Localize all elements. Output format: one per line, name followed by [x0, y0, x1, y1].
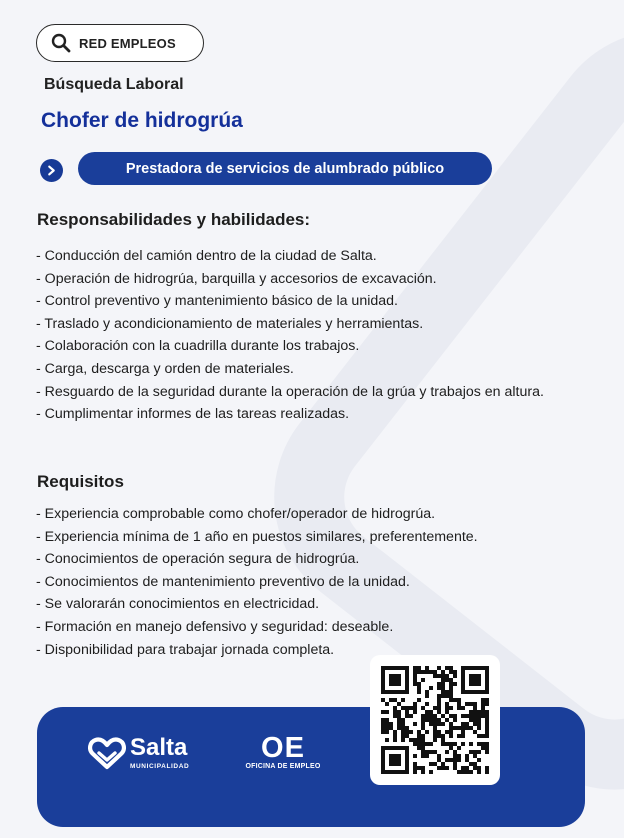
list-item: - Disponibilidad para trabajar jornada completa. [36, 641, 335, 658]
qr-code[interactable] [370, 655, 500, 785]
company-banner: Prestadora de servicios de alumbrado público [78, 152, 492, 185]
list-item: - Colaboración con la cuadrilla durante los trabajos. [36, 338, 360, 355]
oe-logo-name: OE [261, 732, 305, 764]
list-item: - Conocimientos de mantenimiento preventivo de la unidad. [36, 573, 410, 590]
list-item: - Conducción del camión dentro de la ciudad de Salta. [36, 248, 377, 264]
pill-label: RED EMPLEOS [79, 35, 176, 51]
list-item: - Experiencia mínima de 1 año en puestos similares, preferentemente. [36, 528, 478, 545]
salta-logo [88, 736, 189, 770]
chevron-right-icon [40, 159, 63, 182]
page-subtitle: Búsqueda Laboral [44, 76, 184, 93]
requirements-heading: Requisitos [37, 472, 124, 491]
qr-code-image [381, 666, 489, 774]
list-item: - Carga, descarga y orden de materiales. [36, 360, 294, 377]
red-empleos-pill[interactable] [36, 24, 204, 62]
list-item: - Control preventivo y mantenimiento básico de la unidad. [36, 293, 398, 310]
oe-logo-sub: OFICINA DE EMPLEO [245, 763, 321, 770]
requirements-list [36, 503, 596, 661]
search-icon [51, 33, 71, 53]
salta-logo-sub: MUNICIPALIDAD [130, 763, 190, 770]
responsibilities-heading: Responsabilidades y habilidades: [37, 210, 311, 229]
list-item: - Experiencia comprobable como chofer/operador de hidrogrúa. [36, 506, 436, 522]
job-title: Chofer de hidrogrúa [41, 109, 243, 132]
responsibilities-list [36, 245, 566, 426]
list-item: - Se valorarán conocimientos en electricidad. [36, 596, 320, 613]
list-item: - Resguardo de la seguridad durante la operación de la grúa y trabajos en altura. [36, 383, 544, 400]
oe-logo [236, 733, 330, 770]
list-item: - Conocimientos de operación segura de hidrogrúa. [36, 551, 360, 568]
salta-logo-name: Salta [130, 734, 188, 761]
list-item: - Cumplimentar informes de las tareas realizadas. [36, 406, 350, 423]
heart-logo-icon [88, 736, 126, 770]
list-item: - Operación de hidrogrúa, barquilla y accesorios de excavación. [36, 270, 437, 287]
list-item: - Traslado y acondicionamiento de materiales y herramientas. [36, 315, 424, 332]
list-item: - Formación en manejo defensivo y seguridad: deseable. [36, 618, 394, 635]
